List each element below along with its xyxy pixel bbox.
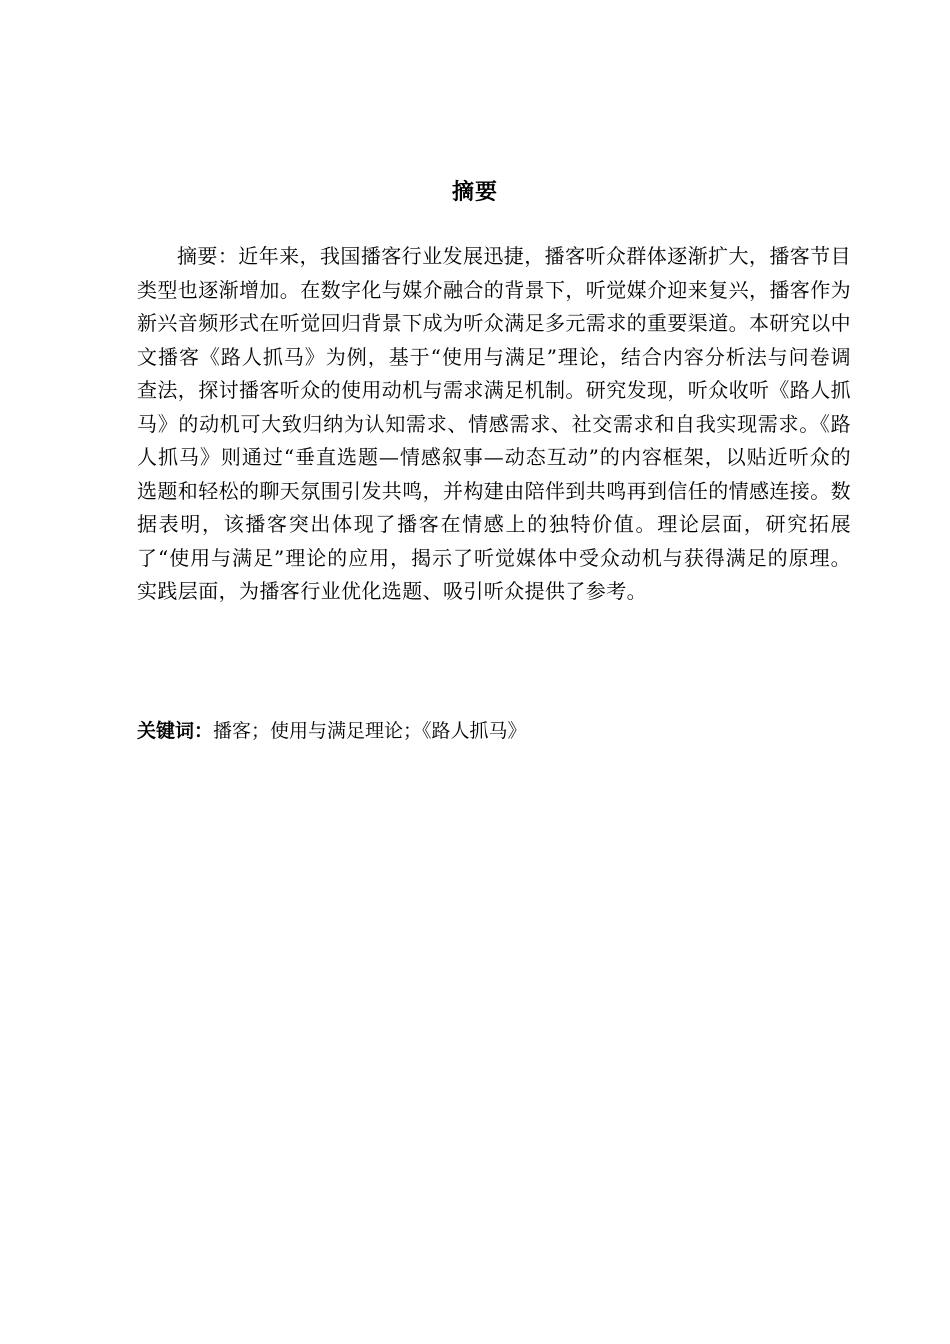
keywords-label: 关键词： bbox=[137, 720, 214, 742]
page-title: 摘要 bbox=[451, 180, 498, 205]
keywords-line bbox=[137, 715, 851, 747]
abstract-paragraph: 摘要：近年来，我国播客行业发展迅捷，播客听众群体逐渐扩大，播客节目类型也逐渐增加。在数字化与媒介融合的背景下，听觉媒介迎来复兴，播客作为新兴音频形式在听觉回归背景下成为听众满足多元需求的重要渠道。本研究以中文播客《路人抓马》为例，基于“使用与满足”理论，结合内容分析法与问卷调查法，探讨播客听众的使用动机与需求满足机制。研究发现，听众收听《路人抓马》的动机可大致归纳为认知需求、情感需求、社交需求和自我实现需求。《路人抓马》则通过“垂直选题—情感叙事—动态互动”的内容框架，以贴近听众的选题和轻松的聊天氛围引发共鸣，并构建由陪伴到共鸣再到信任的情感连接。数据表明，该播客突出体现了播客在情感上的独特价值。理论层面，研究拓展了“使用与满足”理论的应用，揭示了听觉媒体中受众动机与获得满足的原理。实践层面，为播客行业优化选题、吸引听众提供了参考。 bbox=[137, 244, 851, 603]
keywords-value: 播客；使用与满足理论；《路人抓马》 bbox=[213, 720, 527, 742]
